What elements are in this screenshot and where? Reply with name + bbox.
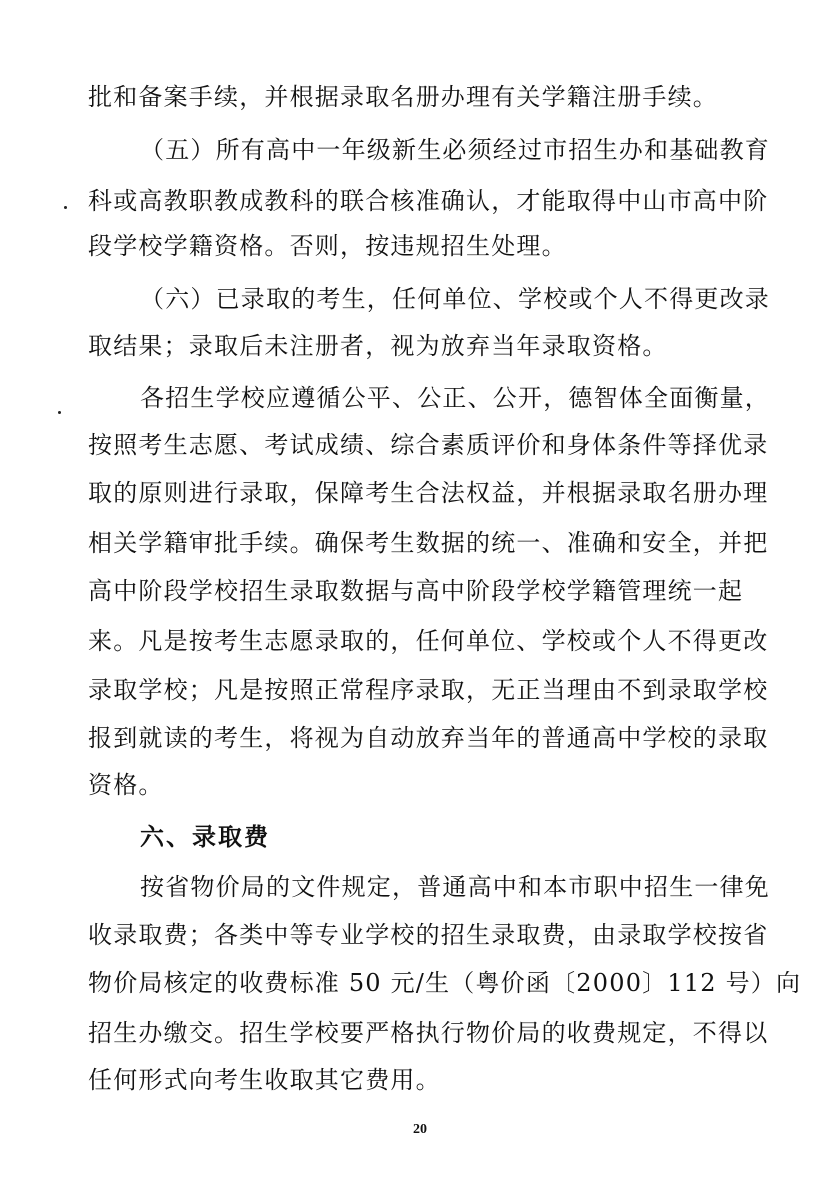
text-line: 报到就读的考生，将视为自动放弃当年的普通高中学校的录取 [88, 724, 769, 752]
text-line: 相关学籍审批手续。确保考生数据的统一、准确和安全，并把 [88, 529, 769, 557]
text-line: 来。凡是按考生志愿录取的，任何单位、学校或个人不得更改 [88, 627, 769, 655]
scan-speck [58, 411, 61, 414]
page-number: 20 [413, 1122, 427, 1137]
text-line: 招生办缴交。招生学校要严格执行物价局的收费规定，不得以 [88, 1019, 769, 1047]
text-line: 收录取费；各类中等专业学校的招生录取费，由录取学校按省 [88, 921, 769, 949]
text-line: 各招生学校应遵循公平、公正、公开，德智体全面衡量， [140, 384, 770, 412]
text-line: 录取学校；凡是按照正常程序录取，无正当理由不到录取学校 [88, 676, 769, 704]
text-line: 按省物价局的文件规定，普通高中和本市职中招生一律免 [140, 873, 770, 901]
text-line: 取结果；录取后未注册者，视为放弃当年录取资格。 [88, 332, 668, 360]
section-heading: 六、录取费 [140, 822, 270, 851]
text-line: 高中阶段学校招生录取数据与高中阶段学校学籍管理统一起 [88, 577, 744, 605]
text-line: （五）所有高中一年级新生必须经过市招生办和基础教育 [140, 136, 770, 164]
text-line: 取的原则进行录取，保障考生合法权益，并根据录取名册办理 [88, 479, 769, 507]
text-line: 任何形式向考生收取其它费用。 [88, 1066, 441, 1094]
scan-speck [64, 206, 67, 209]
text-line: 资格。 [88, 771, 164, 799]
text-line: 段学校学籍资格。否则，按违规招生处理。 [88, 232, 567, 260]
text-line: 物价局核定的收费标准 50 元/生（粤价函〔2000〕112 号）向 [88, 969, 802, 997]
text-line: 批和备案手续，并根据录取名册办理有关学籍注册手续。 [88, 83, 718, 111]
text-line: 按照考生志愿、考试成绩、综合素质评价和身体条件等择优录 [88, 431, 769, 459]
text-line: 科或高教职教成教科的联合核准确认，才能取得中山市高中阶 [88, 187, 769, 215]
text-line: （六）已录取的考生，任何单位、学校或个人不得更改录 [140, 285, 770, 313]
